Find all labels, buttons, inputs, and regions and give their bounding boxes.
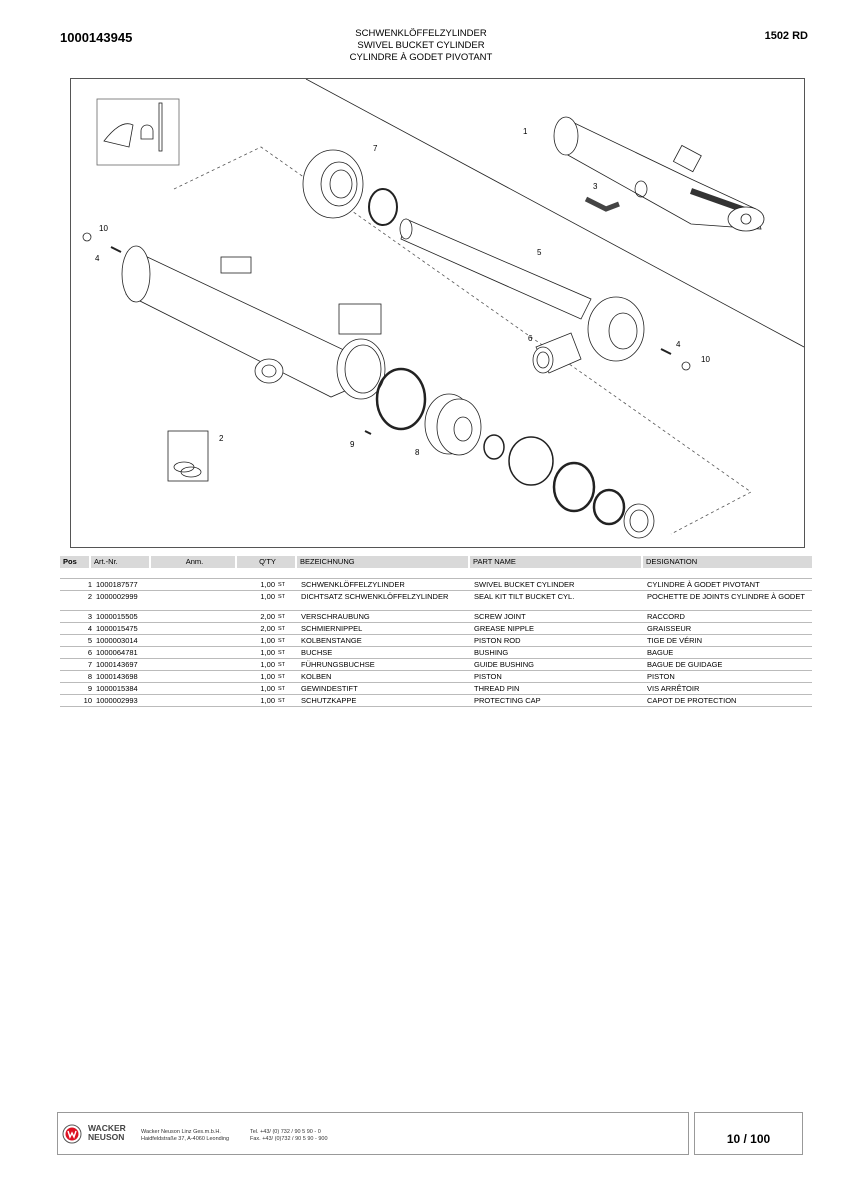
cell-unit: ST [278,582,286,588]
callout-7: 7 [373,144,378,153]
parts-table-body [60,578,812,707]
cell-des: CYLINDRE À GODET PIVOTANT [647,580,760,589]
table-row [60,611,812,623]
col-part-name: PART NAME [470,556,641,568]
cell-art: 1000015505 [96,612,138,621]
cell-art: 1000143697 [96,660,138,669]
table-row [60,695,812,707]
cell-pn: PROTECTING CAP [474,696,541,705]
col-anm: Anm. [151,556,235,568]
page-number: 10 / 100 [694,1112,803,1155]
cell-pn: PISTON ROD [474,636,521,645]
cell-art: 1000143698 [96,672,138,681]
title-english: SWIVEL BUCKET CYLINDER [357,40,485,51]
brand-line-2: NEUSON [88,1132,125,1142]
cell-unit: ST [278,626,286,632]
cell-bez: VERSCHRAUBUNG [301,612,370,621]
cell-bez: FÜHRUNGSBUCHSE [301,660,375,669]
cell-pn: PISTON [474,672,502,681]
cell-unit: ST [278,662,286,668]
page-title [0,28,842,64]
table-row [60,591,812,611]
cell-bez: SCHUTZKAPPE [301,696,357,705]
col-bezeichnung: BEZEICHNUNG [297,556,468,568]
company-name: Wacker Neuson Linz Ges.m.b.H. [141,1129,221,1135]
cell-bez: SCHMIERNIPPEL [301,624,363,633]
col-art: Art.-Nr. [91,556,149,568]
cell-des: GRAISSEUR [647,624,692,633]
cell-qty: 1,00 [260,636,275,645]
callout-3: 3 [593,182,598,191]
callout-5: 5 [537,248,542,257]
table-row [60,647,812,659]
cell-pos: 10 [83,696,92,705]
cell-bez: DICHTSATZ SCHWENKLÖFFELZYLINDER [301,592,449,601]
brand-line-1: WACKER [88,1123,126,1133]
cell-unit: ST [278,594,286,600]
table-row [60,659,812,671]
cell-art: 1000003014 [96,636,138,645]
cell-unit: ST [278,674,286,680]
cell-qty: 1,00 [260,648,275,657]
cell-des: BAGUE DE GUIDAGE [647,660,723,669]
document-number: 1000143945 [60,30,133,45]
col-pos: Pos [60,556,89,568]
cell-des: CAPOT DE PROTECTION [647,696,737,705]
cell-qty: 1,00 [260,672,275,681]
cell-pos: 7 [87,660,92,669]
cell-bez: KOLBENSTANGE [301,636,362,645]
table-row [60,635,812,647]
col-designation: DESIGNATION [643,556,812,568]
table-row [60,671,812,683]
exploded-view-figure [70,78,805,548]
cell-bez: GEWINDESTIFT [301,684,358,693]
table-row [60,579,812,591]
cell-art: 1000187577 [96,580,138,589]
wacker-neuson-logo-icon [62,1124,82,1144]
cell-qty: 1,00 [260,580,275,589]
cell-pn: GREASE NIPPLE [474,624,535,633]
cell-bez: BUCHSE [301,648,333,657]
cell-qty: 1,00 [260,660,275,669]
cell-des: VIS ARRÊTOIR [647,684,700,693]
cell-pn: THREAD PIN [474,684,520,693]
cell-qty: 1,00 [260,684,275,693]
cell-art: 1000015475 [96,624,138,633]
cell-pos: 4 [87,624,92,633]
cell-art: 1000015384 [96,684,138,693]
col-qty: Q'TY [237,556,295,568]
cell-des: RACCORD [647,612,685,621]
cell-pos: 8 [87,672,92,681]
cell-pn: GUIDE BUSHING [474,660,535,669]
cell-unit: ST [278,614,286,620]
fax: Fax. +43/ (0)732 / 90 5 90 - 900 [250,1136,328,1142]
cell-pos: 6 [87,648,92,657]
table-row [60,623,812,635]
street-address: Haidfeldstraße 37, A-4060 Leonding [141,1136,230,1142]
cell-qty: 1,00 [260,592,275,601]
cell-pos: 1 [87,580,92,589]
cell-art: 1000002993 [96,696,138,705]
cell-unit: ST [278,698,286,704]
cell-bez: KOLBEN [301,672,332,681]
cell-qty: 2,00 [260,612,275,621]
model-number: 1502 RD [764,30,808,42]
cell-pn: SCREW JOINT [474,612,526,621]
callout-6: 6 [528,334,533,343]
brand-name [88,1124,126,1142]
cell-pos: 5 [87,636,92,645]
cell-pos: 2 [87,592,92,601]
cell-pos: 9 [87,684,92,693]
cell-qty: 2,00 [260,624,275,633]
contact-info [250,1129,328,1143]
cell-des: BAGUE [647,648,674,657]
cell-art: 1000002999 [96,592,138,601]
callout-4b: 4 [676,340,681,349]
company-address [141,1129,229,1143]
callout-8: 8 [415,448,420,457]
telephone: Tel. +43/ (0) 732 / 90 5 90 - 0 [250,1129,321,1135]
cell-unit: ST [278,686,286,692]
table-row [60,683,812,695]
cell-unit: ST [278,638,286,644]
title-german: SCHWENKLÖFFELZYLINDER [355,28,487,39]
cell-bez: SCHWENKLÖFFELZYLINDER [301,580,405,589]
cell-des: POCHETTE DE JOINTS CYLINDRE À GODET [647,592,805,601]
callout-9: 9 [350,440,355,449]
cell-pn: BUSHING [474,648,509,657]
cell-art: 1000064781 [96,648,138,657]
callout-10b: 10 [701,355,710,364]
cell-des: PISTON [647,672,675,681]
cell-pn: SEAL KIT TILT BUCKET CYL. [474,592,575,601]
cell-pn: SWIVEL BUCKET CYLINDER [474,580,575,589]
cell-des: TIGE DE VÉRIN [647,636,703,645]
cell-qty: 1,00 [260,696,275,705]
callout-4a: 4 [95,254,100,263]
callout-10a: 10 [99,224,108,233]
cell-unit: ST [278,650,286,656]
callout-1: 1 [523,127,528,136]
parts-table-header [60,556,812,568]
callout-2: 2 [219,434,224,443]
title-french: CYLINDRE À GODET PIVOTANT [349,52,493,63]
cell-pos: 3 [87,612,92,621]
